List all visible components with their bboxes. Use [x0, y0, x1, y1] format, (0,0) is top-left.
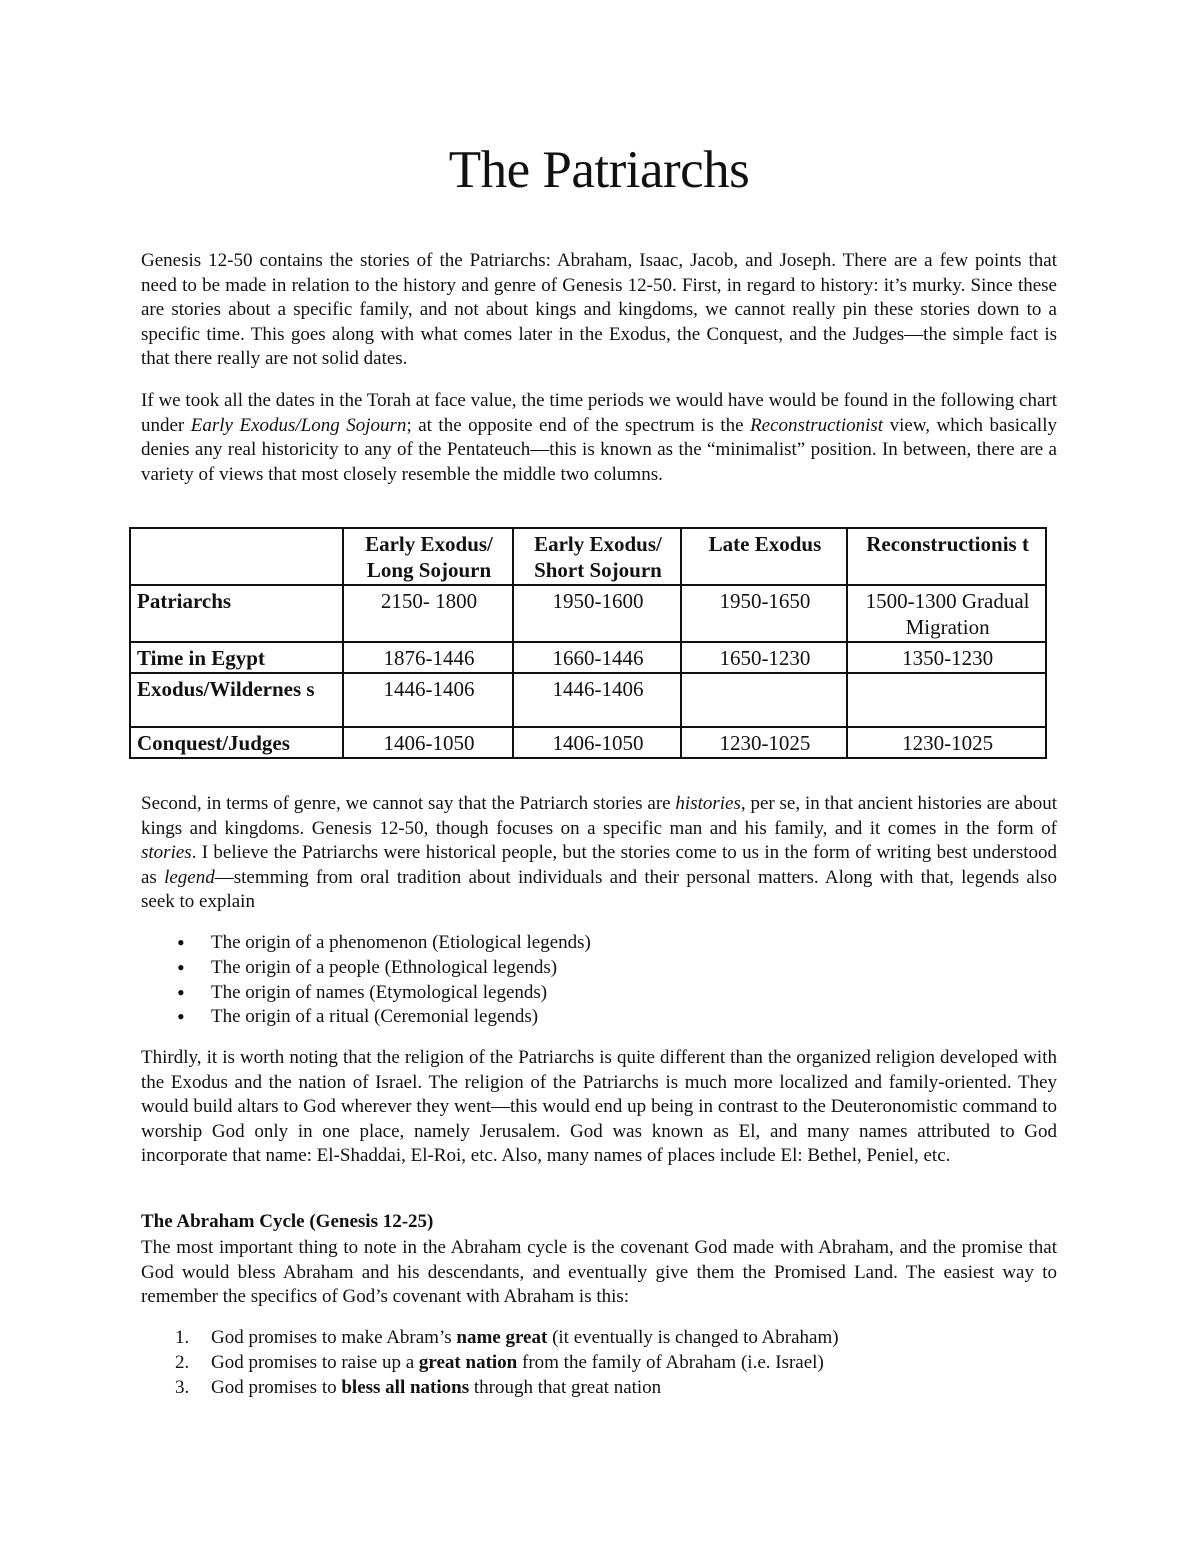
row-label: Patriarchs: [130, 585, 343, 642]
text-run: (it eventually is changed to Abraham): [547, 1327, 839, 1348]
table-cell: 1406-1050: [343, 727, 513, 758]
table-header-cell: Late Exodus: [681, 528, 847, 585]
table-cell: 1230-1025: [847, 727, 1046, 758]
italic-run: legend: [164, 866, 215, 888]
covenant-list: [141, 1326, 839, 1400]
dates-paragraph: [141, 389, 1057, 487]
table-cell: 1406-1050: [513, 727, 680, 758]
intro-paragraph: Genesis 12-50 contains the stories of the Patriarchs: Abraham, Isaac, Jacob, and Joseph. There are a few points that need to be made in relation to the history and genre of Genesis 12-50. First, in regard to history: it’s murky. Since these are stories about a specific family, and not about kings and kingdoms, we cannot really pin these stories down to a specific time. This goes along with what comes later in the Exodus, the Conquest, and the Judges—the simple fact is that there really are not solid dates.: [141, 250, 1057, 370]
table-cell: 1230-1025: [681, 727, 847, 758]
table-cell: 1660-1446: [513, 642, 680, 673]
list-item: • The origin of names (Etymological legends): [141, 981, 591, 1006]
table-row: [130, 642, 1046, 673]
text-run: If we took all the dates in the Torah at face value, the time periods we would have would be found in the following chart under: [141, 390, 1057, 436]
religion-paragraph: Thirdly, it is worth noting that the religion of the Patriarchs is quite different than the organized religion developed with the Exodus and the nation of Israel. The religion of the Patriarchs is much more localized and family-oriented. They would build altars to God wherever they went—this would end up being in contrast to the Deuteronomistic command to worship God only in one place, namely Jerusalem. God was known as El, and many names attributed to God incorporate that name: El-Shaddai, El-Roi, etc. Also, many names of places include El: Bethel, Peniel, etc.: [141, 1047, 1057, 1167]
table-header-cell: Reconstructionis t: [847, 528, 1046, 585]
italic-run: stories: [141, 842, 192, 864]
list-number: 3.: [175, 1376, 190, 1398]
table-cell: 1446-1406: [513, 673, 680, 727]
italic-run: Reconstructionist: [750, 414, 884, 436]
abraham-paragraph: The most important thing to note in the Abraham cycle is the covenant God made with Abraham, and the promise that God would bless Abraham and his descendants, and eventually give them the Promised Land. The easiest way to remember the specifics of God’s covenant with Abraham is this:: [141, 1237, 1057, 1308]
text-run: from the family of Abraham (i.e. Israel): [517, 1351, 824, 1373]
table-cell: 1350-1230: [847, 642, 1046, 673]
list-number: 2.: [175, 1351, 190, 1373]
list-item: • The origin of a phenomenon (Etiological legends): [141, 931, 591, 956]
legend-types-list: [141, 931, 591, 1030]
text-run: view, which basically denies any real historicity to any of the Pentateuch—this is known as the “minimalist” position. In between, there are a variety of views that most closely resemble the middle two columns.: [141, 414, 1057, 485]
table-cell: 1500-1300 Gradual Migration: [847, 585, 1046, 642]
table-cell: 1950-1600: [513, 585, 680, 642]
list-item: [141, 1351, 839, 1376]
table-header-cell: [130, 528, 343, 585]
table-cell: 1950-1650: [681, 585, 847, 642]
row-label: Exodus/Wildernes s: [130, 673, 343, 727]
table-cell: 1446-1406: [343, 673, 513, 727]
list-number: 1.: [175, 1327, 190, 1348]
table-cell: 2150- 1800: [343, 585, 513, 642]
table-header-cell: Early Exodus/ Long Sojourn: [343, 528, 513, 585]
bold-run: great nation: [418, 1351, 518, 1373]
list-item: [141, 1326, 839, 1351]
text-run: through that great nation: [469, 1376, 662, 1398]
table-row: [130, 673, 1046, 727]
section-heading: The Abraham Cycle (Genesis 12-25): [141, 1211, 434, 1232]
italic-run: Early Exodus/Long Sojourn: [190, 414, 407, 436]
table-row: [130, 727, 1046, 758]
table-header-row: [130, 528, 1046, 585]
list-item: • The origin of a people (Ethnological legends): [141, 956, 591, 981]
table-cell: [847, 673, 1046, 727]
page-title: The Patriarchs: [448, 141, 750, 199]
text-run: ; at the opposite end of the spectrum is the: [406, 414, 751, 436]
text-run: —stemming from oral tradition about individuals and their personal matters. Along with that, legends also seek to explain: [141, 866, 1057, 913]
table-cell: 1876-1446: [343, 642, 513, 673]
table-cell: 1650-1230: [681, 642, 847, 673]
text-run: Second, in terms of genre, we cannot say that the Patriarch stories are: [141, 793, 676, 814]
text-run: God promises to: [211, 1376, 342, 1398]
row-label: Conquest/Judges: [130, 727, 343, 758]
table-header-cell: Early Exodus/ Short Sojourn: [513, 528, 680, 585]
table-row: [130, 585, 1046, 642]
text-run: , per se, in that ancient histories are about kings and kingdoms. Genesis 12-50, though focuses on a specific man and his family, and it comes in the form of: [141, 793, 1057, 839]
table-cell: [681, 673, 847, 727]
italic-run: histories: [675, 793, 741, 814]
text-run: God promises to make Abram’s: [211, 1327, 457, 1348]
genre-paragraph: [141, 792, 1057, 915]
bold-run: bless all nations: [341, 1376, 470, 1398]
list-item: • The origin of a ritual (Ceremonial legends): [141, 1005, 591, 1030]
dates-table: [129, 527, 1047, 759]
text-run: God promises to raise up a: [211, 1351, 419, 1373]
text-run: . I believe the Patriarchs were historical people, but the stories come to us in the form of writing best understood as: [141, 842, 1057, 888]
bold-run: name great: [456, 1327, 548, 1348]
row-label: Time in Egypt: [130, 642, 343, 673]
list-item: [141, 1376, 839, 1401]
